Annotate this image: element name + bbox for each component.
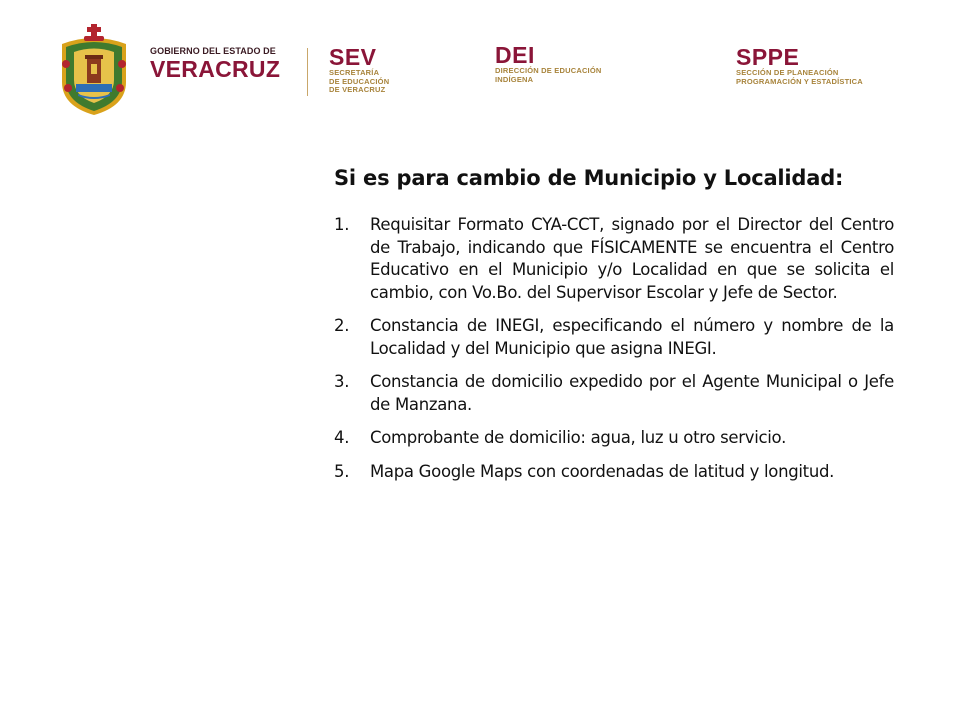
item-number: 4. (334, 428, 350, 447)
org-subtitle-line: INDÍGENA (495, 74, 534, 84)
org-acronym: SPPE (736, 44, 800, 70)
org-subtitle-line: SECRETARÍA (329, 68, 380, 77)
header-divider (307, 48, 308, 96)
list-item (334, 427, 894, 450)
item-number: 2. (334, 316, 350, 335)
org-sppe (736, 45, 863, 86)
item-text: Mapa Google Maps con coordenadas de latitud y longitud. (370, 461, 835, 481)
org-acronym: SEV (329, 44, 377, 70)
item-text: Constancia de INEGI, especificando el número y nombre de la Localidad y del Municipio que asigna INEGI. (370, 316, 894, 358)
requirements-list (334, 214, 894, 483)
item-text: Constancia de domicilio expedido por el Agente Municipal o Jefe de Manzana. (370, 372, 894, 414)
item-number: 5. (334, 461, 350, 481)
item-number: 3. (334, 372, 350, 391)
org-subtitle-line: DE VERACRUZ (329, 85, 386, 94)
item-text: Comprobante de domicilio: agua, luz u otro servicio. (370, 428, 787, 447)
main-content (334, 166, 894, 494)
list-item (334, 461, 894, 484)
page-title: Si es para cambio de Municipio y Localidad: (334, 166, 844, 190)
org-acronym: DEI (495, 42, 535, 68)
org-subtitle-line: DE EDUCACIÓN (329, 76, 390, 86)
org-sev (329, 45, 389, 95)
page-header (0, 0, 960, 130)
org-subtitle-line: DIRECCIÓN DE EDUCACIÓN (495, 66, 602, 75)
org-subtitle-line: PROGRAMACIÓN Y ESTADÍSTICA (736, 76, 863, 86)
item-text: Requisitar Formato CYA-CCT, signado por el Director del Centro de Trabajo, indicando que FÍSICAMENTE se encuentra el Centro Educativo en el Municipio y/o Localidad en que se solicita el cambio, con Vo.Bo. del Supervisor Escolar y Jefe de Sector. (370, 215, 894, 302)
item-number: 1. (334, 215, 350, 234)
veracruz-coat-of-arms-icon (56, 24, 132, 116)
list-item (334, 371, 894, 416)
government-logotype (150, 46, 280, 81)
list-item (334, 315, 894, 360)
state-name: VERACRUZ (150, 56, 281, 82)
government-label: GOBIERNO DEL ESTADO DE (150, 46, 276, 56)
org-dei (495, 43, 602, 84)
list-item (334, 214, 894, 304)
org-subtitle-line: SECCIÓN DE PLANEACIÓN (736, 68, 839, 77)
